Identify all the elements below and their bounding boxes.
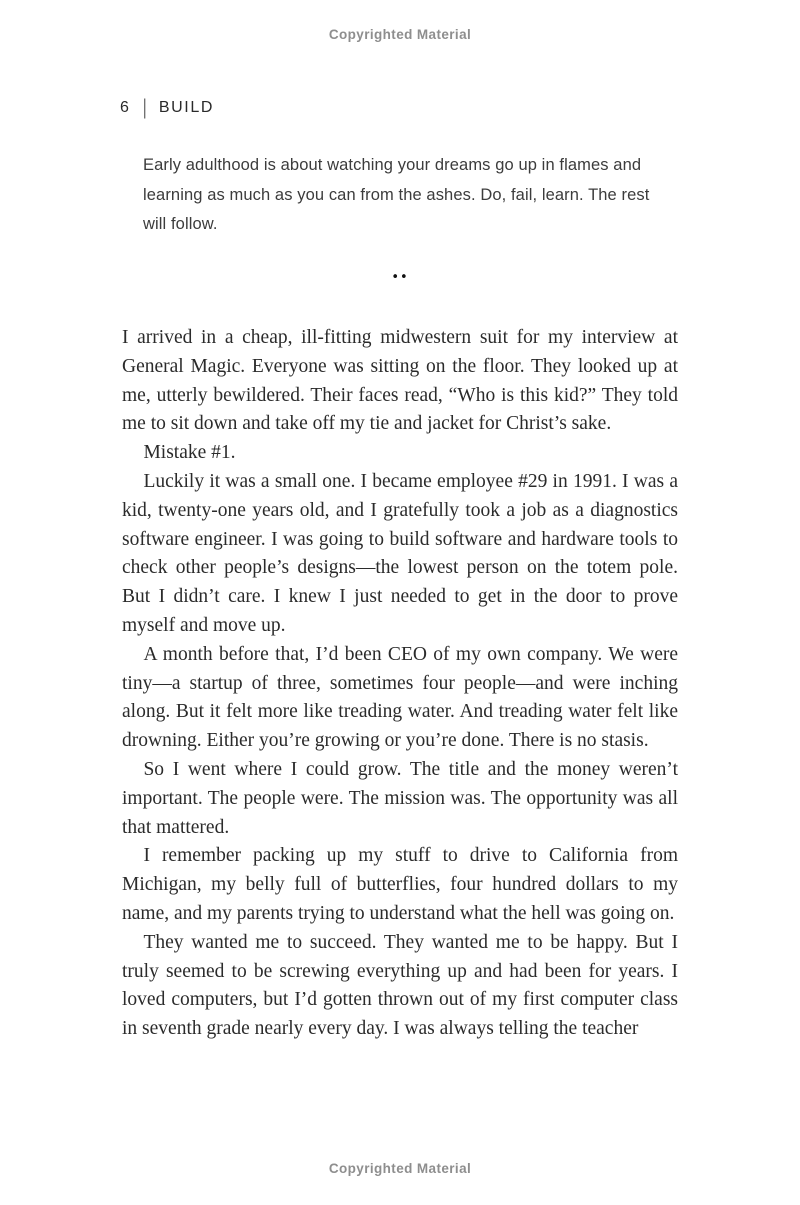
paragraph: They wanted me to succeed. They wanted me to be happy. But I truly seemed to be screwing everything up and had been for years. I loved computers, but I’d gotten thrown out of my first computer class in seventh grade nearly every day. I was always telling the teacher [122, 931, 678, 1040]
paragraph: I remember packing up my stuff to drive to California from Michigan, my belly full of butterflies, four hundred dollars to my name, and my parents trying to understand what the hell was going on. [122, 845, 678, 924]
body-text [122, 324, 678, 1044]
copyright-notice-top: Copyrighted Material [328, 27, 472, 42]
book-title: BUILD [158, 98, 214, 116]
paragraph: Luckily it was a small one. I became employee #29 in 1991. I was a kid, twenty-one years old, and I gratefully took a job as a diagnostics software engineer. I was going to build software and hardware tools to check other people’s designs—the lowest person on the totem pole. But I didn’t care. I knew I just needed to get in the door to prove myself and move up. [122, 470, 678, 636]
epigraph: Early adulthood is about watching your dreams go up in flames and learning as much as you can from the ashes. Do, fail, learn. The rest will follow. [143, 156, 650, 233]
page-number: 6 [120, 98, 130, 116]
header-divider: | [143, 96, 147, 119]
copyright-notice-bottom: Copyrighted Material [328, 1161, 472, 1176]
paragraph: So I went where I could grow. The title and the money weren’t important. The people were. The mission was. The opportunity was all that mattered. [122, 758, 678, 838]
paragraph: A month before that, I’d been CEO of my own company. We were tiny—a startup of three, sometimes four people—and were inching along. But it felt more like treading water. And treading water felt like drowning. Either you’re growing or you’re done. There is no stasis. [122, 643, 678, 752]
paragraph: I arrived in a cheap, ill-fitting midwestern suit for my interview at General Magic. Everyone was sitting on the floor. They looked up at me, utterly bewildered. Their faces read, “Who is this kid?” They told me to sit down and take off my tie and jacket for Christ’s sake. [122, 327, 678, 435]
running-header [120, 97, 214, 118]
section-break-ornament: •• [391, 270, 409, 285]
paragraph: Mistake #1. [143, 442, 236, 464]
